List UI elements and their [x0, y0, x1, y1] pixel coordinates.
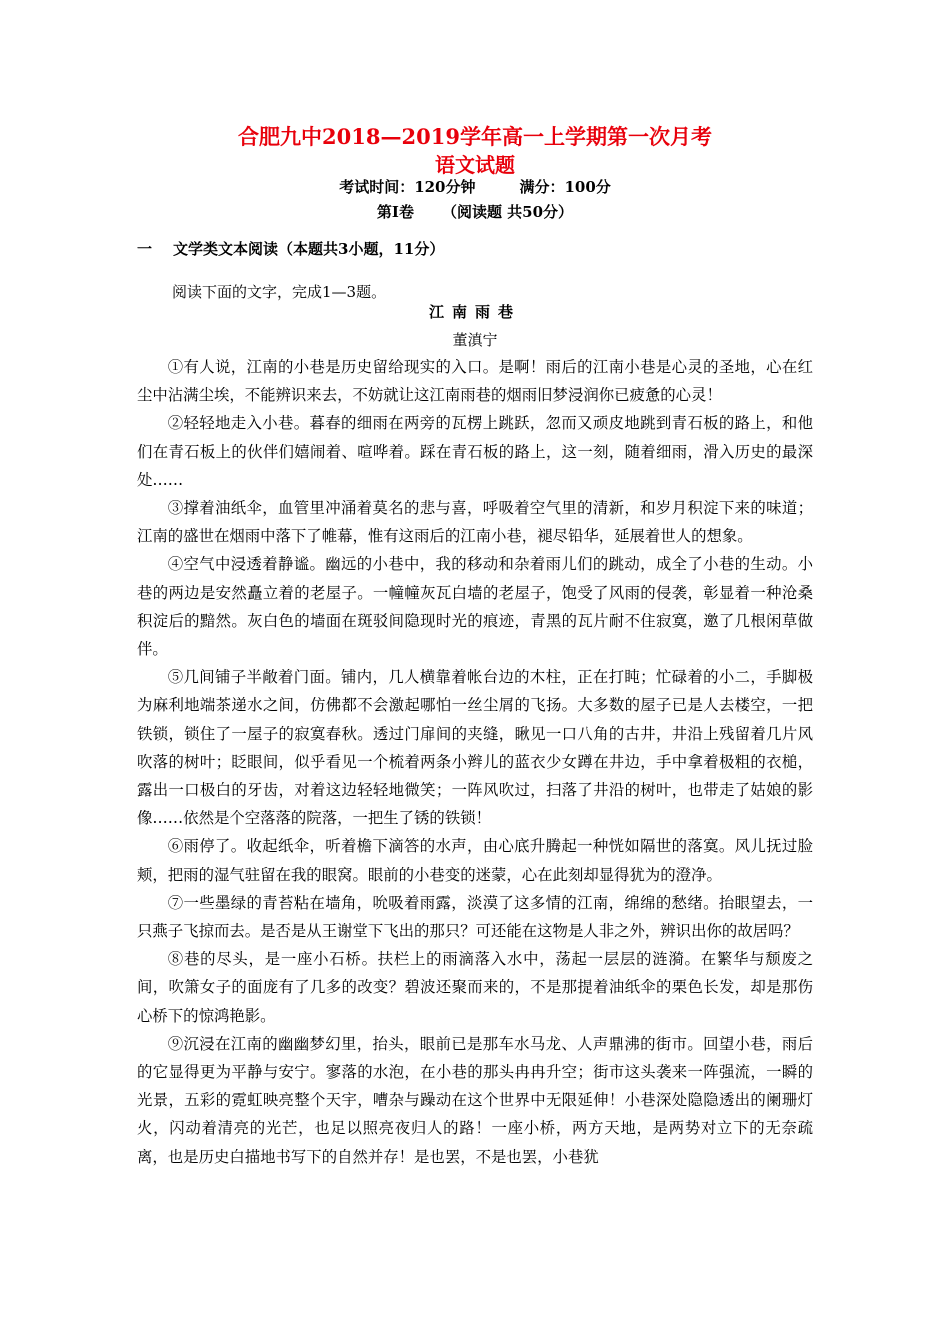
section-title: 文学类文本阅读（本题共3小题，11分）	[173, 240, 445, 258]
volume-note: （阅读题 共50分）	[441, 203, 574, 221]
paragraph: ⑥雨停了。收起纸伞，听着檐下滴答的水声，由心底升腾起一种恍如隔世的落寞。风儿抚过脸颊，把雨的湿气驻留在我的眼窝。眼前的小巷变的迷蒙，心在此刻却显得犹为的澄净。	[137, 837, 813, 884]
exam-info	[0, 176, 950, 198]
exam-subject-title: 语文试题	[435, 153, 515, 177]
article-body	[137, 353, 813, 1171]
reading-instruction: 阅读下面的文字，完成1—3题。	[172, 283, 387, 301]
paragraph: ⑨沉浸在江南的幽幽梦幻里，抬头，眼前已是那车水马龙、人声鼎沸的街市。回望小巷，雨后的它显得更为平静与安宁。寥落的水泡，在小巷的那头冉冉升空；街市这头袭来一阵强流，一瞬的光景，五彩的霓虹映亮整个天宇，嘈杂与躁动在这个世界中无限延伸！小巷深处隐隐透出的阑珊灯火，闪动着清亮的光芒，也足以照亮夜归人的路！一座小桥，两方天地，是两势对立下的无奈疏离，也是历史白描地书写下的自然并存！是也罢，不是也罢，小巷犹	[137, 1034, 813, 1166]
paragraph: ②轻轻地走入小巷。暮春的细雨在两旁的瓦楞上跳跃，忽而又顽皮地跳到青石板的路上，和他们在青石板上的伙伴们嬉闹着、喧哗着。踩在青石板的路上，这一刻，随着细雨，滑入历史的最深处……	[137, 414, 813, 489]
paragraph: ③撑着油纸伞，血管里冲涌着莫名的悲与喜，呼吸着空气里的清新，和岁月积淀下来的味道；江南的盛世在烟雨中落下了帷幕，惟有这雨后的江南小巷，褪尽铅华，延展着世人的想象。	[137, 499, 813, 546]
full-score: 满分：100分	[519, 178, 611, 196]
exam-time: 考试时间：120分钟	[339, 178, 476, 196]
article-title: 江南雨巷	[428, 303, 521, 321]
exam-title: 合肥九中2018—2019学年高一上学期第一次月考	[238, 124, 712, 149]
paragraph: ⑦一些墨绿的青苔粘在墙角，吮吸着雨露，淡漠了这多情的江南，绵绵的愁绪。抬眼望去，一只燕子飞掠而去。是否是从王谢堂下飞出的那只？可还能在这物是人非之外，辨识出你的故居吗？	[137, 893, 813, 941]
section-heading	[137, 238, 444, 260]
paragraph: ⑧巷的尽头，是一座小石桥。扶栏上的雨滴落入水中，荡起一层层的涟漪。在繁华与颓废之间，吹箫女子的面庞有了几多的改变？碧波还聚而来的，不是那提着油纸伞的栗色长发，却是那伤心桥下的惊鸿艳影。	[137, 950, 813, 1025]
article-author: 董滇宁	[452, 331, 498, 349]
section-number: 一	[137, 240, 153, 258]
paragraph: ④空气中浸透着静谧。幽远的小巷中，我的移动和杂着雨儿们的跳动，成全了小巷的生动。小巷的两边是安然矗立着的老屋子。一幢幢灰瓦白墙的老屋子，饱受了风雨的侵袭，彰显着一种沧桑积淀后的黯然。灰白色的墙面在斑驳间隐现时光的痕迹，青黑的瓦片耐不住寂寞，邀了几根闲草做伴。	[137, 555, 813, 659]
volume-heading	[0, 201, 950, 223]
paragraph: ⑤几间铺子半敞着门面。铺内，几人横靠着帐台边的木柱，正在打盹；忙碌着的小二，手脚极为麻利地端茶递水之间，仿佛都不会激起哪怕一丝尘屑的飞扬。大多数的屋子已是人去楼空，一把铁锁，锁住了一屋子的寂寞春秋。透过门扉间的夹缝，瞅见一口八角的古井，井沿上残留着几片风吹落的树叶；眨眼间，似乎看见一个梳着两条小辫儿的蓝衣少女蹲在井边，手中拿着极粗的衣槌，露出一口极白的牙齿，对着这边轻轻地微笑；一阵风吹过，扫落了井沿的树叶，也带走了姑娘的影像……依然是个空落落的院落，一把生了锈的铁锁！	[137, 668, 813, 828]
volume-label: 第Ⅰ卷	[376, 203, 414, 221]
paragraph: ①有人说，江南的小巷是历史留给现实的入口。是啊！雨后的江南小巷是心灵的圣地，心在红尘中沾满尘埃，不能辨识来去，不妨就让这江南雨巷的烟雨旧梦浸润你已疲惫的心灵！	[137, 358, 813, 405]
